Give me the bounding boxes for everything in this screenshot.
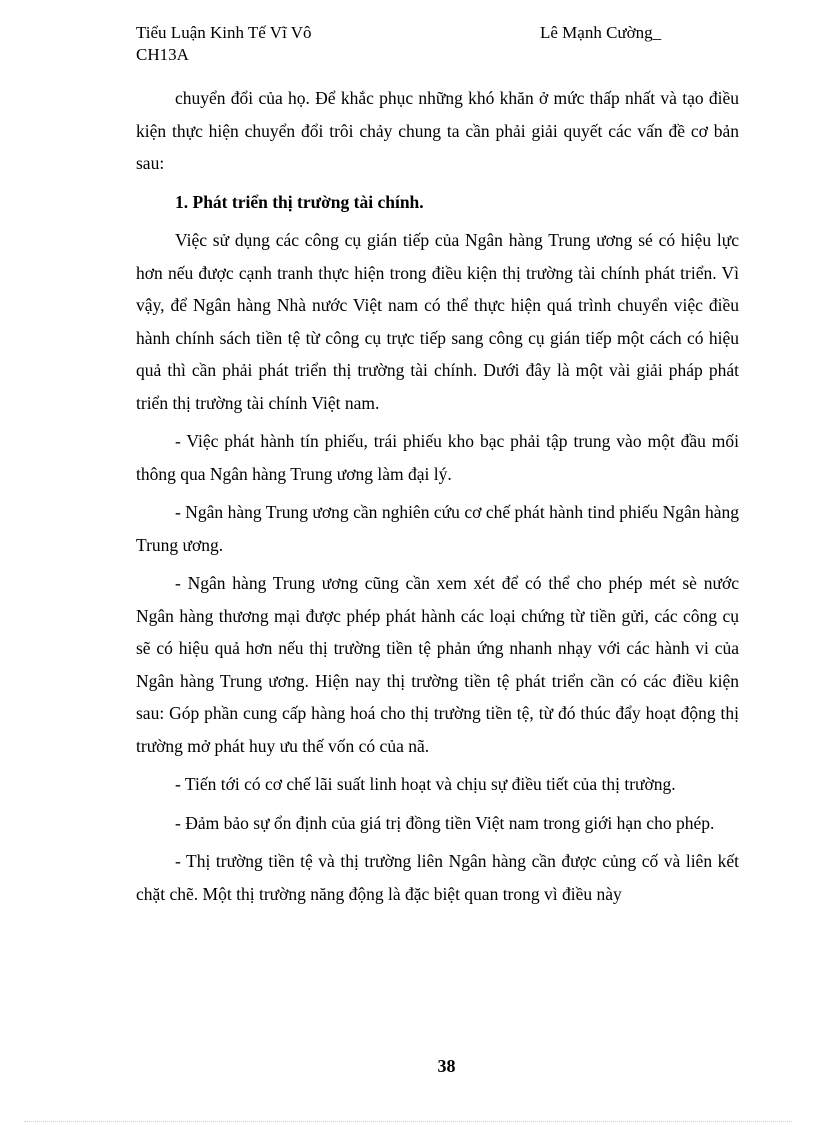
bullet-item-4: - Tiến tới có cơ chế lãi suất linh hoạt và chịu sự điều tiết của thị trường. xyxy=(175,774,676,794)
paragraph-main: Việc sử dụng các công cụ gián tiếp của Ngân hàng Trung ương sé có hiệu lực hơn nếu được cạnh tranh thực hiện trong điều kiện thị trường tài chính phát triển. Vì vậy, để Ngân hàng Nhà nước Việt nam có thể thực hiện quá trình chuyển việc điều hành chính sách tiền tệ từ công cụ trực tiếp sang công cụ gián tiếp một cách có hiệu quả thì cần phải phát triển thị trường tài chính. Dưới đây là một vài giải pháp phát triển thị trường tài chính Việt nam. xyxy=(136,230,739,413)
bullet-item-3: - Ngân hàng Trung ương cũng cần xem xét để có thể cho phép mét sè nước Ngân hàng thương mại được phép phát hành các loại chứng từ tiền gửi, các công cụ sẽ có hiệu quả hơn nếu thị trường tiền tệ phản ứng nhanh nhạy với các hành vi của Ngân hàng Trung ương. Hiện nay thị trường tiền tệ phát triển cần có các điều kiện sau: Góp phần cung cấp hàng hoá cho thị trường tiền tệ, từ đó thúc đẩy hoạt động thị trường mở phát huy ưu thế vốn có của nã. xyxy=(136,573,739,756)
document-body xyxy=(136,82,739,916)
bullet-item-1: - Việc phát hành tín phiếu, trái phiếu kho bạc phải tập trung vào một đầu mối thông qua Ngân hàng Trung ương làm đại lý. xyxy=(136,431,739,484)
bullet-item-2: - Ngân hàng Trung ương cần nghiên cứu cơ chế phát hành tind phiếu Ngân hàng Trung ương. xyxy=(136,502,739,555)
section-heading: 1. Phát triển thị trường tài chính. xyxy=(175,191,424,212)
bullet-item-5: - Đảm bảo sự ổn định của giá trị đồng tiền Việt nam trong giới hạn cho phép. xyxy=(175,812,715,833)
header-document-title: Tiểu Luận Kinh Tế Vĩ Vô CH13A xyxy=(136,23,312,64)
header-author: Lê Mạnh Cường_ xyxy=(540,23,662,42)
bullet-item-6: - Thị trường tiền tệ và thị trường liên Ngân hàng cần được củng cố và liên kết chặt chẽ. Một thị trường năng động là đặc biệt quan trong vì điều này xyxy=(136,851,739,904)
page-number: 38 xyxy=(437,1056,456,1076)
paragraph-intro: chuyển đổi của họ. Để khắc phục những khó khăn ở mức thấp nhất và tạo điều kiện thực hiện chuyển đổi trôi chảy chung ta cần phải giải quyết các vấn đề cơ bản sau: xyxy=(136,88,739,173)
page-bottom-divider xyxy=(24,1121,792,1122)
